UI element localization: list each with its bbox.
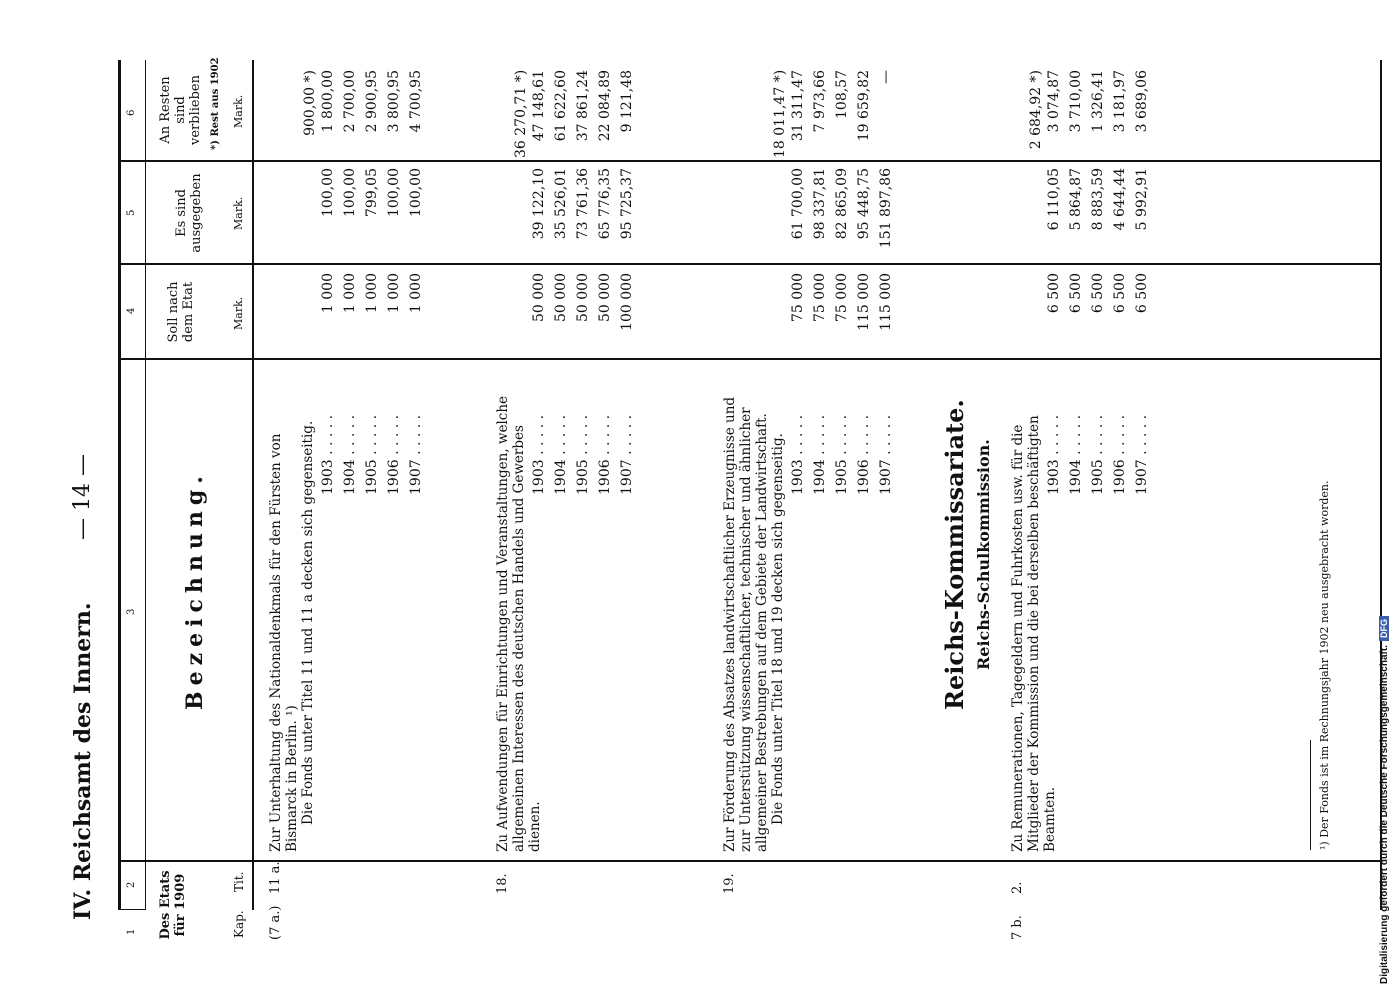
ausgegeben-value: 100,00 xyxy=(386,168,402,217)
ausgegeben-mark: Mark. xyxy=(232,196,245,230)
soll-value: 1 000 xyxy=(320,273,336,314)
year-label: 1904 . . . . . xyxy=(553,414,569,495)
year-label: 1904 . . . . . xyxy=(342,414,358,495)
soll-value: 75 000 xyxy=(790,273,806,322)
ausgegeben-value: 98 337,81 xyxy=(812,168,828,240)
kap-header: Kap. xyxy=(232,910,246,938)
ausgegeben-value: 100,00 xyxy=(408,168,424,217)
footnote-rule xyxy=(1310,740,1311,850)
digitization-credit xyxy=(1379,4,1395,998)
soll-value: 6 500 xyxy=(1046,273,1062,314)
rest-value: 3 689,06 xyxy=(1134,70,1150,133)
section-subheading: Reichs-Schulkommission. xyxy=(974,439,993,670)
rest-value: 3 710,00 xyxy=(1068,70,1084,133)
section-text: Zu Aufwendungen für Einrichtungen und Veranstaltungen, welche allgemeinen Interessen des deutschen Handels und Gewerbes dienen. xyxy=(495,395,543,852)
col-number-4: 4 xyxy=(126,307,137,314)
soll-value: 6 500 xyxy=(1090,273,1106,314)
section-heading: Reichs-Kommissariate. xyxy=(940,399,969,710)
year-label: 1903 . . . . . xyxy=(790,414,806,495)
rest-start: 900,00 *) xyxy=(302,70,318,136)
rest-value: 31 311,47 xyxy=(790,70,806,142)
year-label: 1907 . . . . . xyxy=(619,414,635,495)
year-label: 1905 . . . . . xyxy=(575,414,591,495)
year-label: 1905 . . . . . xyxy=(1090,414,1106,495)
rest-value: 61 622,60 xyxy=(553,70,569,142)
ausgegeben-value: 5 992,91 xyxy=(1134,168,1150,231)
col-sep-kap-tit xyxy=(118,909,146,910)
col-number-1: 1 xyxy=(126,928,137,935)
year-label: 1903 . . . . . xyxy=(531,414,547,495)
tit-cell: 19. xyxy=(722,873,737,894)
rest-value: 22 084,89 xyxy=(597,70,613,142)
header-bottom-rule xyxy=(252,60,254,910)
ausgegeben-value: 61 700,00 xyxy=(790,168,806,240)
ausgegeben-value: 95 725,37 xyxy=(619,168,635,240)
col-sep-bez-soll xyxy=(118,358,1380,360)
rest-value: 108,57 xyxy=(834,70,850,119)
soll-value: 1 000 xyxy=(342,273,358,314)
soll-value: 50 000 xyxy=(597,273,613,322)
col-number-6: 6 xyxy=(126,109,137,116)
soll-mark: Mark. xyxy=(232,296,245,330)
ausgegeben-value: 151 897,86 xyxy=(878,168,894,249)
rest-value: 3 181,97 xyxy=(1112,70,1128,133)
soll-value: 115 000 xyxy=(878,273,894,331)
col-sep-soll-aus xyxy=(118,263,1380,265)
resten-mark: Mark. xyxy=(232,94,245,128)
col-sep-tit-bez xyxy=(118,860,1380,862)
soll-value: 6 500 xyxy=(1112,273,1128,314)
soll-value: 50 000 xyxy=(575,273,591,322)
ausgegeben-value: 799,05 xyxy=(364,168,380,217)
ausgegeben-value: 100,00 xyxy=(320,168,336,217)
soll-value: 1 000 xyxy=(408,273,424,314)
year-label: 1905 . . . . . xyxy=(834,414,850,495)
dfg-logo: DFG xyxy=(1379,616,1389,641)
ausgegeben-value: 39 122,10 xyxy=(531,168,547,240)
rest-value: 2 700,00 xyxy=(342,70,358,133)
rest-value: 3 074,87 xyxy=(1046,70,1062,133)
resten-note: *) Rest aus 1902 xyxy=(210,57,221,150)
soll-value: 100 000 xyxy=(619,273,635,331)
soll-value: 115 000 xyxy=(856,273,872,331)
year-label: 1907 . . . . . xyxy=(408,414,424,495)
soll-value: 1 000 xyxy=(386,273,402,314)
soll-value: 6 500 xyxy=(1134,273,1150,314)
year-label: 1905 . . . . . xyxy=(364,414,380,495)
year-label: 1906 . . . . . xyxy=(856,414,872,495)
soll-value: 75 000 xyxy=(834,273,850,322)
rest-value: 4 700,95 xyxy=(408,70,424,133)
col-number-3: 3 xyxy=(126,608,137,615)
col-number-5: 5 xyxy=(126,209,137,216)
table-top-rule xyxy=(118,60,121,910)
ausgegeben-value: 35 526,01 xyxy=(553,168,569,240)
section-note: Die Fonds unter Titel 18 und 19 decken sich gegenseitig. xyxy=(770,433,786,825)
rest-value: 37 861,24 xyxy=(575,70,591,142)
footnote: ¹) Der Fonds ist im Rechnungsjahr 1902 neu ausgebracht worden. xyxy=(1318,480,1331,850)
page-title: IV. Reichsamt des Innern. xyxy=(70,602,96,920)
rest-value: 2 900,95 xyxy=(364,70,380,133)
section-note: Die Fonds unter Titel 11 und 11 a decken sich gegenseitig. xyxy=(300,420,316,825)
kap-cell: (7 a.) xyxy=(268,905,283,940)
ausgegeben-value: 100,00 xyxy=(342,168,358,217)
year-label: 1906 . . . . . xyxy=(386,414,402,495)
resten-header: An Resten sind verblieben xyxy=(158,75,203,145)
soll-header: Soll nach dem Etat xyxy=(166,281,196,343)
etat-header: Des Etats für 1909 xyxy=(158,870,188,940)
rest-value: 3 800,95 xyxy=(386,70,402,133)
year-label: 1903 . . . . . xyxy=(1046,414,1062,495)
year-label: 1907 . . . . . xyxy=(878,414,894,495)
tit-cell: 18. xyxy=(495,873,510,894)
soll-value: 50 000 xyxy=(553,273,569,322)
soll-value: 1 000 xyxy=(364,273,380,314)
year-label: 1906 . . . . . xyxy=(597,414,613,495)
rest-value: — xyxy=(878,70,894,84)
year-label: 1904 . . . . . xyxy=(812,414,828,495)
tit-cell: 2. xyxy=(1010,881,1025,894)
ausgegeben-value: 65 776,35 xyxy=(597,168,613,240)
soll-value: 75 000 xyxy=(812,273,828,322)
soll-value: 50 000 xyxy=(531,273,547,322)
soll-value: 6 500 xyxy=(1068,273,1084,314)
col-number-2: 2 xyxy=(126,881,137,888)
page-number: — 14 — xyxy=(70,454,95,540)
year-label: 1906 . . . . . xyxy=(1112,414,1128,495)
kap-cell: 7 b. xyxy=(1010,915,1025,940)
ausgegeben-value: 6 110,05 xyxy=(1046,168,1062,231)
rest-value: 7 973,66 xyxy=(812,70,828,133)
rest-value: 1 326,41 xyxy=(1090,70,1106,133)
year-label: 1904 . . . . . xyxy=(1068,414,1084,495)
bezeichnung-header: Bezeichnung. xyxy=(182,470,208,710)
ausgegeben-value: 8 883,59 xyxy=(1090,168,1106,231)
rest-value: 47 148,61 xyxy=(531,70,547,142)
section-text: Zu Remunerationen, Tagegeldern und Fuhrkosten usw. für die Mitglieder der Kommission und die bei derselben beschäftigten Beamten. xyxy=(1010,415,1058,852)
year-label: 1903 . . . . . xyxy=(320,414,336,495)
section-text: Zur Förderung des Absatzes landwirtschaftlicher Erzeugnisse und zur Unterstützung wissenschaftlicher, technischer und ähnlicher allgemeiner Bestrebungen auf dem Gebiete der Landwirtschaft. xyxy=(722,396,770,852)
rest-start: 2 684,92 *) xyxy=(1028,70,1044,150)
rest-value: 19 659,82 xyxy=(856,70,872,142)
tit-cell: 11 a. xyxy=(268,861,283,894)
ausgegeben-value: 95 448,75 xyxy=(856,168,872,240)
ausgegeben-value: 82 865,09 xyxy=(834,168,850,240)
rest-value: 1 800,00 xyxy=(320,70,336,133)
rest-value: 9 121,48 xyxy=(619,70,635,133)
section-text: Zur Unterhaltung des Nationaldenkmals für den Fürsten von Bismarck in Berlin. ¹) xyxy=(268,433,300,852)
tit-header: Tit. xyxy=(232,871,246,892)
ausgegeben-header: Es sind ausgegeben xyxy=(174,173,204,253)
col-sep-aus-rest xyxy=(118,160,1380,162)
year-label: 1907 . . . . . xyxy=(1134,414,1150,495)
column-number-rule xyxy=(145,60,146,910)
ausgegeben-value: 4 644,44 xyxy=(1112,168,1128,231)
ausgegeben-value: 73 761,36 xyxy=(575,168,591,240)
rest-start: 18 011,47 *) xyxy=(772,69,788,158)
ausgegeben-value: 5 864,87 xyxy=(1068,168,1084,231)
rest-start: 36 270,71 *) xyxy=(513,69,529,158)
credit-text: Digitalisierung gefördert durch die Deutsche Forschungsgemeinschaft. xyxy=(1379,645,1390,984)
